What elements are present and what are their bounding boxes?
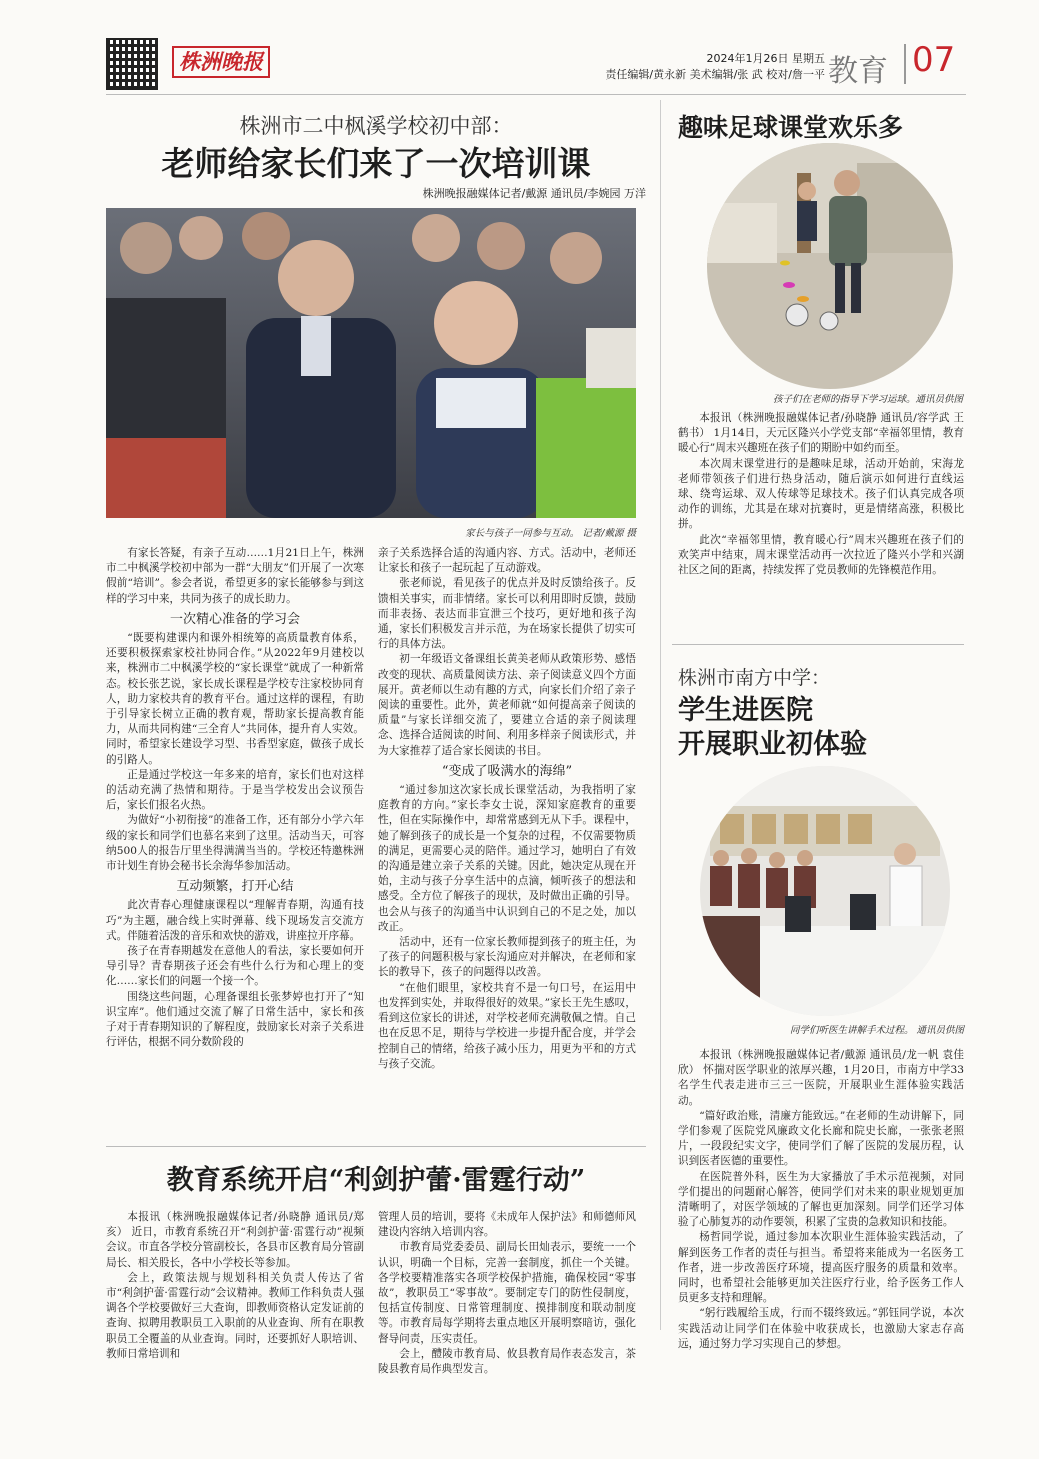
article1-subhead-3: “变成了吸满水的海绵”	[441, 763, 573, 779]
article4-para: 会上，政策法规与规划科相关负责人传达了省市“利剑护蕾·雷霆行动”会议精神。教师工作科负责人强调各个学校要做好三大查询，即教师资格认定发证前的查询、拟聘用教职员工入职前的从业查询、所有在职教职员工全覆盖的从业查询。同时，还要抓好人职培训、教师日常培训和	[106, 1271, 364, 1360]
article1-subhead-1: 一次精心准备的学习会	[169, 611, 300, 627]
parents-children-photo	[106, 208, 636, 518]
article3-para: “躬行践履给玉成，行而不辍终致远。”郭钰同学说，本次实践活动让同学们在体验中收获成长，也激励大家志存高远，通过努力学习实现自己的梦想。	[678, 1307, 964, 1350]
qr-code-icon	[106, 38, 158, 90]
article4-para: 会上，醴陵市教育局、攸县教育局作表态发言，茶陵县教育局作典型发言。	[378, 1347, 636, 1376]
article2-para: 本次周末课堂进行的是趣味足球，活动开始前，宋海龙老师带领孩子们进行热身活动，随后演示如何进行直线运球、绕弯运球、双人传球等足球技术。孩子们认真完成各项动作的训练，尤其是在球对抗赛时，更是情绪高涨，积极比拼。	[678, 457, 964, 531]
masthead-date: 2024年1月26日 星期五	[706, 52, 825, 65]
article1-para: 孩子在青春期越发在意他人的看法，家长要如何开导引导？青春期孩子还会有些什么行为和心理上的变化……家长们的问题一个接一个。	[106, 945, 364, 988]
article1-para: “既要构建课内和课外相统筹的高质量教育体系，还要积极探索家校社协同合作。”从2022年9月建校以来，株洲市二中枫溪学校的“家长课堂”就成了一种新常态。校长张艺说，家长成长课程是学校专注家校协同育人，助力家校共育的教育平台。通过这样的课程，有助于引导家长树立正确的教育观，帮助家长提高教育能力，从而共同构建“三全育人”共同体，提升育人实效。同时，希望家长建设学习型、书香型家庭，做孩子成长的引路人。	[106, 632, 364, 766]
article3-para: 在医院普外科，医生为大家播放了手术示范视频，对同学们提出的问题耐心解答，使同学们对未来的职业规划更加清晰明了，对医学领域的了解也更加深刻。同学们还学习体验了心肺复苏的动作要领，积累了宝贵的急救知识和技能。	[678, 1170, 964, 1229]
masthead-rule	[106, 94, 966, 95]
article3-body	[678, 1048, 964, 1352]
article4-para: 本报讯（株洲晚报融媒体记者/孙晓静 通讯员/郑亥） 近日，市教育系统召开“利剑护蕾·雷霆行动”视频会议。市直各学校分管副校长，各县市区教育局分管副局长、相关股长，各中小学校长等参加。	[106, 1211, 364, 1269]
article4-para: 市教育局党委委员、副局长田灿表示，要统一一个认识，明确一个目标，完善一套制度，抓住一个关键。各学校要精准落实各项学校保护措施，确保校园“零事故”，教职员工“零事故”。要制定专门的防性侵制度，包括宣传制度、日常管理制度、摸排制度和联动制度等。市教育局每学期将去重点地区开展明察暗访，强化督导问责，压实责任。	[378, 1241, 636, 1345]
section-rule	[106, 1146, 646, 1147]
article3-para: 杨哲同学说，通过参加本次职业生涯体验实践活动，了解到医务工作者的责任与担当。希望将来能成为一名医务工作者，进一步改善医疗环境，提高医疗服务的质量和效率。同时，也希望社会能够更加关注医疗行业，给予医务工作人员更多支持和理解。	[678, 1231, 964, 1305]
article2-para: 本报讯（株洲晚报融媒体记者/孙晓静 通讯员/容学武 王鹤书） 1月14日，天元区隆兴小学党支部“幸福邻里情，教育暖心行”周末兴趣班在孩子们的期盼中如约而至。	[678, 412, 964, 455]
article1-para: 为做好“小初衔接”的准备工作，还有部分小学六年级的家长和同学们也慕名来到了这里。活动当天，可容纳500人的报告厅里坐得满满当当的。学校还特邀株洲市计划生育协会秘书长余海华参加活动。	[106, 814, 364, 873]
article1-para: 活动中，还有一位家长教师提到孩子的班主任，为了孩子的问题积极与家长沟通应对并解决，在老师和家长的教导下，孩子的问题得以改善。	[378, 936, 636, 979]
article3-caption: 同学们听医生讲解手术过程。 通讯员供图	[789, 1025, 964, 1036]
hospital-visit-photo	[700, 766, 950, 1016]
section-label: 教育	[828, 54, 888, 89]
article1-column1	[106, 546, 364, 1051]
article1-photo-caption: 家长与孩子一同参与互动。 记者/戴源 摄	[465, 528, 636, 539]
article3-title-line2: 开展职业初体验	[678, 729, 867, 760]
article4-title: 教育系统开启“利剑护蕾·雷霆行动”	[166, 1165, 586, 1196]
article4-column1	[106, 1210, 364, 1362]
newspaper-logo: 株洲晚报	[172, 46, 270, 78]
article1-para: “在他们眼里，家校共育不是一句口号，在运用中也发挥到实处，并取得很好的效果。”家长王先生感叹，看到这位家长的讲述，对学校老师充满敬佩之情。自己也在反思不足，期待与学校进一步提升配合度，并学会控制自己的情绪，给孩子减小压力，用更为平和的方式与孩子交流。	[378, 981, 636, 1070]
masthead-editors: 责任编辑/黄永新 美术编辑/张 武 校对/詹一平	[605, 68, 825, 81]
article1-title: 老师给家长们来了一次培训课	[161, 144, 591, 183]
article1-para: “通过参加这次家长成长课堂活动，为我指明了家庭教育的方向。”家长李女士说，深知家庭教育的重要性，但在实际操作中，却常常感到无从下手。课程中，她了解到孩子的成长是一个复杂的过程，不仅需要物质的满足，更需要心灵的陪伴。通过学习，她明白了有效的沟通是建立亲子关系的关键。因此，她决定从现在开始，主动与孩子分享生活中的点滴，倾听孩子的想法和感受。全方位了解孩子的现状，及时做出正确的引导。也会从与孩子的沟通当中认识到自己的不足之处，加以改正。	[378, 784, 636, 933]
column-divider	[660, 100, 661, 1330]
masthead-divider	[904, 44, 906, 84]
article4-para: 管理人员的培训，要将《未成年人保护法》和师德师风建设内容纳入培训内容。	[378, 1211, 636, 1239]
article1-para: 正是通过学校这一年多来的培育，家长们也对这样的活动充满了热情和期待。于是当学校发出会议预告后，家长们报名火热。	[106, 768, 364, 812]
article3-title-line1: 学生进医院	[678, 695, 813, 726]
article3-para: “篇好政治账，清廉方能致远。”在老师的生动讲解下，同学们参观了医院党风廉政文化长廊和院史长廊，一张张老照片，一段段纪实文字，使同学们了解了医院的发展历程，认识到医者医德的重要性。	[678, 1109, 964, 1168]
article3-para: 本报讯（株洲晚报融媒体记者/戴源 通讯员/龙一帆 袁佳欣） 怀揣对医学职业的浓厚兴趣，1月20日，市南方中学33名学生代表走进市三三一医院，开展职业生涯体验实践活动。	[678, 1049, 964, 1107]
section-rule	[672, 644, 964, 645]
article2-para: 此次“幸福邻里情，教育暖心行”周末兴趣班在孩子们的欢笑声中结束，周末课堂活动再一次拉近了隆兴小学和兴湖社区之间的距离，持续发挥了党员教师的先锋模范作用。	[678, 533, 964, 577]
article3-kicker: 株洲市南方中学：	[678, 667, 831, 689]
article1-para: 此次青春心理健康课程以“理解青春期，沟通有技巧”为主题，融合线上实时弹幕、线下现场发言交流方式。伴随着活泼的音乐和欢快的游戏，讲座拉开序幕。	[106, 899, 364, 942]
article2-title: 趣味足球课堂欢乐多	[678, 113, 904, 142]
article1-intro: 有家长答疑，有亲子互动……1月21日上午，株洲市二中枫溪学校初中部为一群“大朋友”们开展了一次寒假前“培训”。参会者说，希望更多的家长能够参与到这样的学习中来，共同为孩子的成长助力。	[106, 547, 364, 605]
article1-kicker: 株洲市二中枫溪学校初中部：	[239, 114, 513, 138]
page-number: 07	[912, 40, 956, 80]
article2-caption: 孩子们在老师的指导下学习运球。通讯员供图	[772, 394, 963, 405]
article4-column2	[378, 1210, 636, 1377]
article1-byline: 株洲晚报融媒体记者/戴源 通讯员/李婉园 万洋	[422, 187, 646, 200]
article1-column2	[378, 546, 636, 1072]
article1-para: 亲子关系选择合适的沟通内容、方式。活动中，老师还让家长和孩子一起玩起了互动游戏。	[378, 547, 636, 575]
article1-para: 初一年级语文备课组长黄美老师从政策形势、感悟改变的现状、高质量阅读方法、亲子阅读意义四个方面展开。黄老师以生动有趣的方式，向家长们介绍了亲子阅读的重要性。此外，黄老师就“如何提高亲子阅读的质量”与家长详细交流了，要建立合适的亲子阅读理念、选择合适阅读的时间、利用多样亲子阅读形式，并为大家推荐了适合家长阅读的书目。	[378, 653, 636, 757]
article1-para: 张老师说，看见孩子的优点并及时反馈给孩子。反馈相关事实，而非情绪。家长可以利用即时反馈，鼓励而非表扬、表达而非宣泄三个技巧，更好地和孩子沟通，家长们积极发言并示范，为在场家长提供了切实可行的具体方法。	[378, 577, 636, 651]
article2-body	[678, 411, 964, 578]
article1-subhead-2: 互动频繁，打开心结	[176, 879, 294, 895]
article1-para: 围绕这些问题，心理备课组长张梦婷也打开了“知识宝库”。他们通过交流了解了日常生活中，家长和孩子对于青春期知识的了解程度，鼓励家长对亲子关系进行评估，根据不同分数阶段的	[106, 990, 364, 1049]
football-class-photo	[707, 143, 953, 389]
